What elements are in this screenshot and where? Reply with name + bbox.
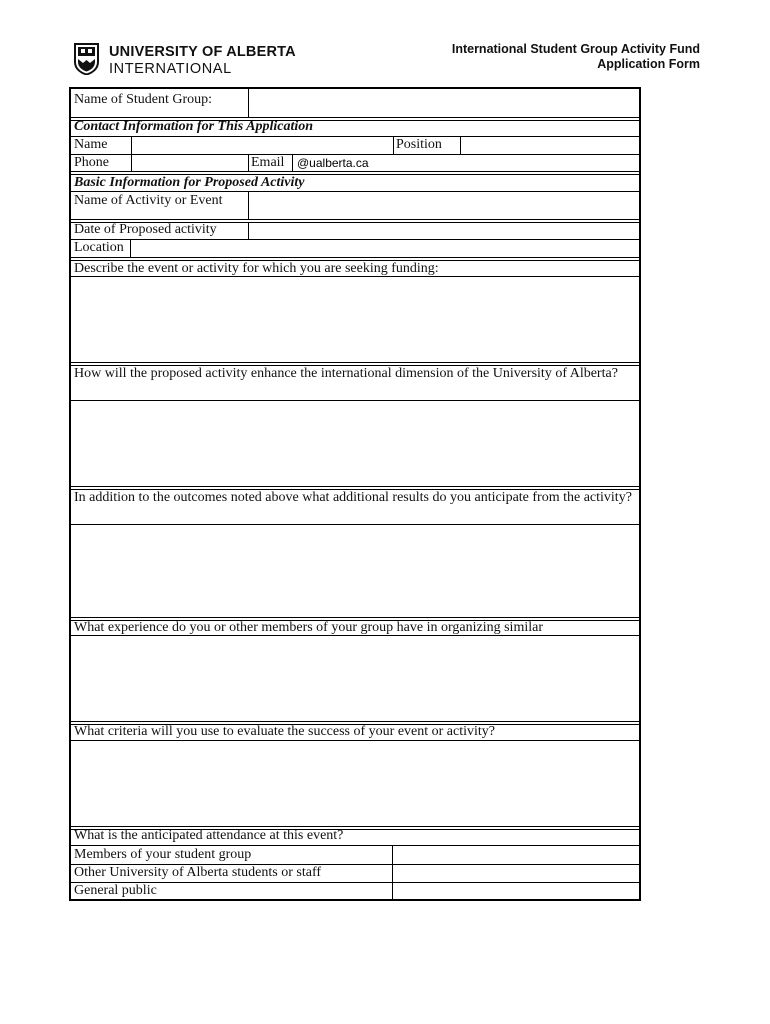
activity-name-label: Name of Activity or Event xyxy=(74,193,223,208)
form-title-line1: International Student Group Activity Fund xyxy=(451,42,700,56)
contact-section-header: Contact Information for This Application xyxy=(74,119,314,134)
attendance-members-field[interactable] xyxy=(393,846,639,864)
email-label: Email xyxy=(251,155,285,170)
experience-question: What experience do you or other members of your group have in organizing similar xyxy=(74,620,543,635)
phone-label: Phone xyxy=(74,155,109,170)
attendance-members-label: Members of your student group xyxy=(74,847,252,862)
additional-question: In addition to the outcomes noted above what additional results do you anticipate from the activity? xyxy=(74,490,632,505)
basic-section-header: Basic Information for Proposed Activity xyxy=(74,175,305,190)
student-group-label: Name of Student Group: xyxy=(74,92,213,107)
form-title-line2: Application Form xyxy=(597,57,700,71)
shield-icon xyxy=(74,43,99,75)
international-question: How will the proposed activity enhance the international dimension of the University of Alberta? xyxy=(74,366,618,381)
date-label: Date of Proposed activity xyxy=(74,222,217,237)
international-answer-field[interactable] xyxy=(71,401,639,485)
org-subname: INTERNATIONAL xyxy=(109,61,232,77)
location-field[interactable] xyxy=(131,239,639,257)
attendance-other-field[interactable] xyxy=(393,865,639,882)
contact-name-label: Name xyxy=(74,137,108,152)
org-name: UNIVERSITY OF ALBERTA xyxy=(109,44,296,60)
position-field[interactable] xyxy=(461,136,639,154)
attendance-other-label: Other University of Alberta students or staff xyxy=(74,865,322,880)
phone-field[interactable] xyxy=(132,154,248,172)
date-field[interactable] xyxy=(249,222,639,239)
describe-answer-field[interactable] xyxy=(71,277,639,361)
attendance-public-field[interactable] xyxy=(393,883,639,899)
experience-answer-field[interactable] xyxy=(71,636,639,721)
activity-name-field[interactable] xyxy=(249,191,639,220)
location-label: Location xyxy=(74,240,124,255)
position-label: Position xyxy=(396,137,442,152)
form-title xyxy=(452,42,700,72)
describe-question: Describe the event or activity for which you are seeking funding: xyxy=(74,261,439,276)
additional-answer-field[interactable] xyxy=(71,525,639,617)
university-logo xyxy=(74,43,294,79)
attendance-question: What is the anticipated attendance at this event? xyxy=(74,828,344,843)
criteria-question: What criteria will you use to evaluate the success of your event or activity? xyxy=(74,724,496,739)
criteria-answer-field[interactable] xyxy=(71,741,639,826)
student-group-field[interactable] xyxy=(249,89,639,118)
attendance-public-label: General public xyxy=(74,883,157,898)
email-field[interactable]: @ualberta.ca xyxy=(297,156,369,170)
contact-name-field[interactable] xyxy=(132,136,392,154)
application-form xyxy=(69,87,641,901)
